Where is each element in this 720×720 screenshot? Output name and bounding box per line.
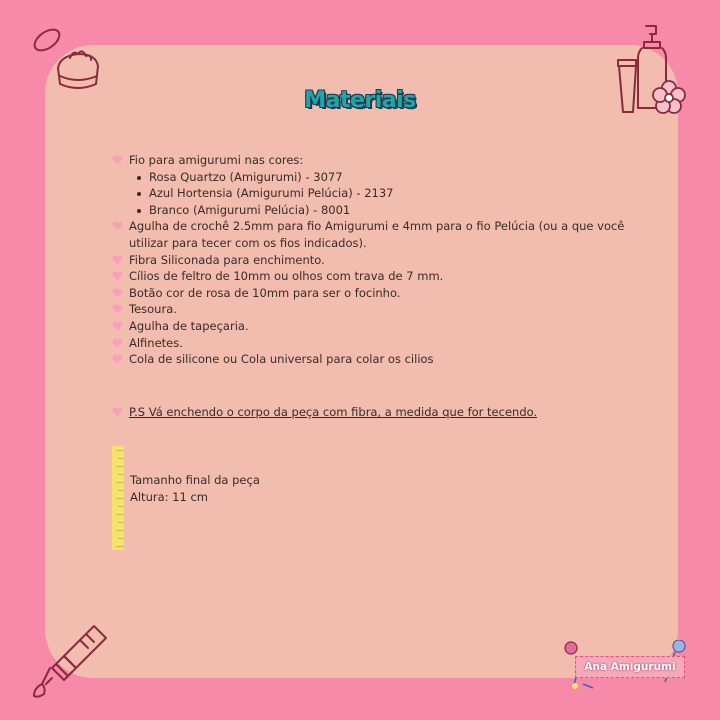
heart-bullet-icon <box>112 304 123 314</box>
ruler-tick <box>116 498 124 499</box>
list-item: Fibra Siliconada para enchimento. <box>112 252 652 269</box>
cream-jar-icon <box>22 18 102 90</box>
ruler-tick <box>116 514 124 515</box>
ruler-tick <box>118 490 124 491</box>
list-item: Fio para amigurumi nas cores: <box>112 152 652 169</box>
ruler-tick <box>116 450 124 451</box>
size-label: Tamanho final da peça <box>130 473 260 487</box>
list-subitem: Azul Hortensia (Amigurumi Pelúcia) - 2137 <box>112 185 652 202</box>
heart-bullet-icon <box>112 288 123 298</box>
ruler-tick <box>118 506 124 507</box>
heart-bullet-icon <box>112 321 123 331</box>
heart-bullet-icon <box>112 407 123 417</box>
materials-list <box>112 152 652 368</box>
ruler-tick <box>116 482 124 483</box>
ruler-tick <box>116 466 124 467</box>
heart-bullet-icon <box>112 221 123 231</box>
heart-bullet-icon <box>112 354 123 364</box>
list-item: Cola de silicone ou Cola universal para colar os cilios <box>112 351 652 368</box>
ruler-tick <box>116 546 124 547</box>
list-subitem: Branco (Amigurumi Pelúcia) - 8001 <box>112 202 652 219</box>
list-item: Agulha de tapeçaria. <box>112 318 652 335</box>
size-height: Altura: 11 cm <box>130 490 208 504</box>
ruler-tick <box>118 538 124 539</box>
ruler-icon <box>112 446 124 550</box>
ruler-tick <box>118 522 124 523</box>
ruler-tick <box>118 474 124 475</box>
list-subitem: Rosa Quartzo (Amigurumi) - 3077 <box>112 169 652 186</box>
page-title: Materiais <box>304 88 416 113</box>
final-size <box>130 472 260 506</box>
ruler-tick <box>116 530 124 531</box>
ps-note: P.S Vá enchendo o corpo da peça com fibra, a medida que for tecendo. <box>112 404 537 420</box>
brand-badge: Ana Amigurumi <box>575 656 685 678</box>
list-item: Agulha de crochê 2.5mm para fio Amigurumi e 4mm para o fio Pelúcia (ou a que você utilizar para tecer com os fios indicados). <box>112 218 652 251</box>
heart-bullet-icon <box>112 271 123 281</box>
list-item: Cílios de feltro de 10mm ou olhos com trava de 7 mm. <box>112 268 652 285</box>
list-item: Botão cor de rosa de 10mm para ser o focinho. <box>112 285 652 302</box>
list-item: Alfinetes. <box>112 335 652 352</box>
ruler-tick <box>118 458 124 459</box>
heart-bullet-icon <box>112 155 123 165</box>
brush-icon <box>28 664 58 704</box>
heart-bullet-icon <box>112 338 123 348</box>
list-item: Tesoura. <box>112 301 652 318</box>
heart-bullet-icon <box>112 255 123 265</box>
